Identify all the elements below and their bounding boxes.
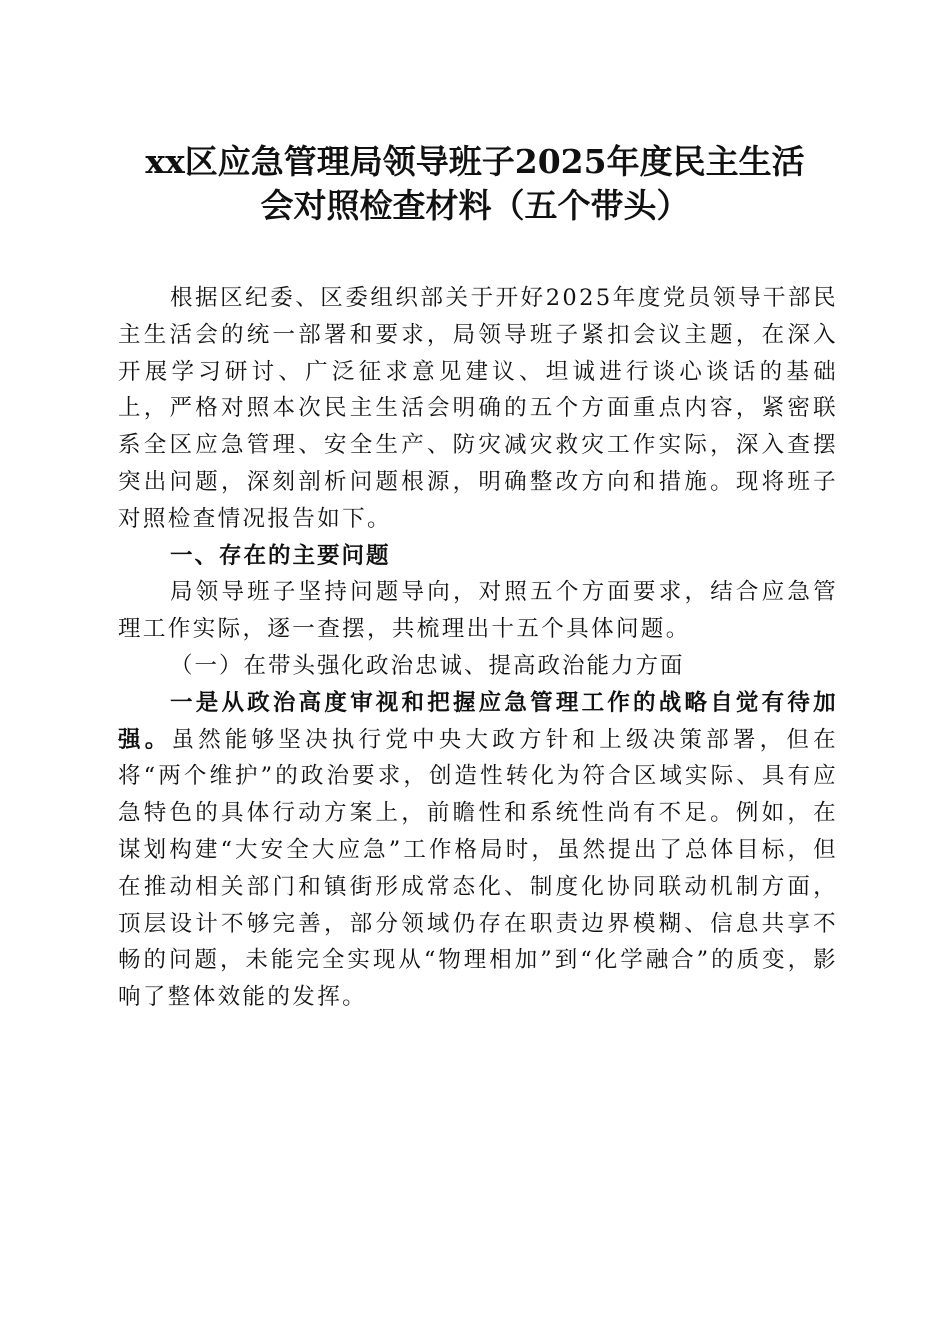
point-lead-text: 一是从政治高度审视和把握应急管理工作的战略自觉有待加强。 [118, 689, 838, 753]
title-line-2: 会对照检查材料（五个带头） [260, 186, 690, 225]
section-heading: 一、存在的主要问题 [170, 542, 391, 569]
title-line-1: xx区应急管理局领导班子2025年度民主生活 [145, 142, 805, 181]
document-title [90, 140, 860, 228]
section-intro-paragraph: 局领导班子坚持问题导向，对照五个方面要求，结合应急管理工作实际，逐一查摆，共梳理出十五个具体问题。 [118, 579, 838, 643]
subsection-heading: （一）在带头强化政治忠诚、提高政治能力方面 [170, 652, 685, 679]
intro-paragraph: 根据区纪委、区委组织部关于开好2025年度党员领导干部民主生活会的统一部署和要求，局领导班子紧扣会议主题，在深入开展学习研讨、广泛征求意见建议、坦诚进行谈心谈话的基础上，严格对照本次民主生活会明确的五个方面重点内容，紧密联系全区应急管理、安全生产、防灾减灾救灾工作实际，深入查摆突出问题，深刻剖析问题根源，明确整改方向和措施。现将班子对照检查情况报告如下。 [118, 285, 838, 532]
point-paragraph [118, 685, 838, 1016]
point-body-text: 虽然能够坚决执行党中央大政方针和上级决策部署，但在将“两个维护”的政治要求，创造性转化为符合区域实际、具有应急特色的具体行动方案上，前瞻性和系统性尚有不足。例如，在谋划构建“大安全大应急”工作格局时，虽然提出了总体目标，但在推动相关部门和镇街形成常态化、制度化协同联动机制方面，顶层设计不够完善，部分领域仍存在职责边界模糊、信息共享不畅的问题，未能完全实现从“物理相加”到“化学融合”的质变，影响了整体效能的发挥。 [118, 726, 838, 1011]
document-body [118, 280, 838, 1016]
